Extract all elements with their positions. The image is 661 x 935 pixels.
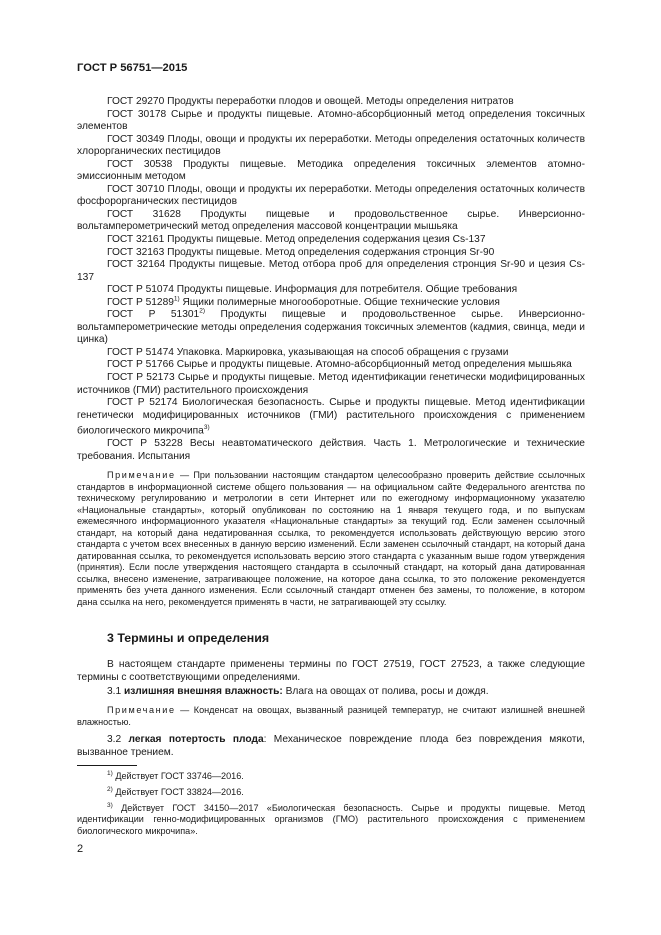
reference-title: Продукты пищевые. Метод определения содержания стронция Sr-90 [167,246,495,258]
reference-code: ГОСТ 31628 [107,208,181,220]
reference-title: Продукты пищевые. Методика определения токсичных элементов атомно-эмиссионным методом [77,158,585,183]
term-3-1 [77,686,585,699]
reference-item [77,297,585,310]
reference-code: ГОСТ Р 51289 [107,296,174,308]
reference-title: Продукты пищевые. Информация для потребителя. Общие требования [176,284,518,296]
reference-item [77,159,585,184]
reference-item [77,259,585,284]
reference-code: ГОСТ Р 51766 [107,359,174,371]
footnote [77,803,585,837]
reference-code: ГОСТ 32161 [107,234,165,246]
footnote-ref: 1) [173,295,180,303]
reference-title: Сырье и продукты пищевые. Атомно-абсорбционный метод определения мышьяка [176,359,572,371]
reference-number [107,372,175,383]
reference-code: ГОСТ Р 51474 [107,346,174,358]
reference-item [77,134,585,159]
page-number: 2 [77,843,84,855]
reference-number [107,247,164,258]
note-label: Примечание [107,470,176,480]
reference-item [77,347,585,360]
term-title: излишняя внешняя влажность: [124,686,283,697]
reference-item [77,438,585,463]
note-text: — При пользовании настоящим стандартом целесообразно проверить действие ссылочных стандартов в информационной системе общего пользования — на официальном сайте Федерального агентства по техническому регулированию и метрологии в сети Интернет или по ежегодному информационному указателю «Национальные стандарты», который опубликован по состоянию на 1 января текущего года, и по выпускам ежемесячного информационного указателя «Национальные стандарты» за текущий год. Если заменен ссылочный стандарт, на который дана недатированная ссылка, то рекомендуется использовать действующую версию этого стандарта с учетом всех внесенных в данную версию изменений. Если заменен ссылочный стандарт, на который дана датированная ссылка, то рекомендуется использовать версию этого стандарта с указанным выше годом утверждения (принятия). Если после утверждения настоящего стандарта в ссылочный стандарт, на который дана датированная ссылка, внесено изменение, затрагивающее положение, на которое дана ссылка, то это положение рекомендуется применять без учета данного изменения. Если ссылочный стандарт отменен без замены, то положение, в котором дана ссылка на него, рекомендуется применять в части, не затрагивающей эту ссылку. [77,470,586,607]
reference-code: ГОСТ 30178 [107,108,167,120]
reference-item [77,372,585,397]
note-term [77,705,585,728]
reference-title: Сырье и продукты пищевые. Метод идентификации генетически модифицированных источников (ГМИ) растительного происхождения [77,372,585,396]
reference-title: Плоды, овощи и продукты их переработки. Методы определения остаточных количеств фосфорорганических пестицидов [77,183,585,208]
reference-number [107,209,181,220]
footnote-text: Действует ГОСТ 33746—2016. [115,771,244,781]
term-definition: : Механическое повреждение плода без повреждения мякоти, вызванное трением. [77,734,585,758]
reference-number [107,234,164,245]
reference-title: Сырье и продукты пищевые. Атомно-абсорбционный метод определения токсичных элементов [77,108,585,133]
reference-item [77,109,585,134]
reference-title: Продукты пищевые и продовольственное сырье. Инверсионно-вольтамперометрический метод определения массовой концентрации мышьяка [77,208,585,233]
reference-number [107,297,180,308]
reference-number [107,284,174,295]
reference-title: Упаковка. Маркировка, указывающая на способ обращения с грузами [176,346,509,358]
footnote-divider [77,765,137,766]
reference-title: Ящики полимерные многооборотные. Общие технические условия [182,296,500,308]
reference-code: ГОСТ 30538 [107,158,173,170]
reference-title: Продукты пищевые. Метод определения содержания цезия Cs-137 [167,234,486,246]
footnote-text: Действует ГОСТ 34150—2017 «Биологическая безопасность. Сырье и продукты пищевые. Метод идентификации генно-модифицированных организмов (ГМО) растительного происхождения с применением биологического микрочипа». [77,803,585,836]
reference-title: Продукты переработки плодов и овощей. Методы определения нитратов [167,96,514,107]
reference-title: Биологическая безопасность. Сырье и продукты пищевые. Метод идентификации генетически модифицированных источников (ГМИ) растительного происхождения с применением биологического микрочипа [77,397,585,437]
note-text: — Конденсат на овощах, вызванный разницей температур, не считают излишней внешней влажностью. [77,705,586,727]
reference-number [107,134,164,145]
reference-code: ГОСТ 30710 [107,183,165,195]
term-title: легкая потертость плода [128,734,264,745]
section-heading: 3 Термины и определения [107,631,270,645]
reference-item [77,309,585,347]
reference-item [77,234,585,247]
term-definition: Влага на овощах от полива, росы и дождя. [285,686,489,697]
footnote-mark: 3) [107,801,113,809]
term-number: 3.2 [107,734,122,745]
reference-number [107,109,166,120]
footnote [77,771,585,782]
reference-number [107,259,165,270]
note-references [77,470,585,608]
reference-item [77,96,585,109]
reference-number [107,438,183,449]
reference-code: ГОСТ 29270 [107,96,165,107]
reference-number [107,184,164,195]
document-header: ГОСТ Р 56751—2015 [77,62,188,74]
footnote-mark: 2) [107,785,113,793]
footnote-ref: 3) [203,424,210,432]
reference-code: ГОСТ 32164 [107,259,166,271]
reference-code: ГОСТ Р 51074 [107,284,174,296]
footnote-text: Действует ГОСТ 33824—2016. [115,787,244,797]
reference-title: Продукты пищевые. Метод отбора проб для определения стронция Sr-90 и цезия Cs-137 [77,259,585,283]
reference-number [107,96,164,107]
footnote [77,787,585,798]
reference-number [107,397,178,408]
reference-item [77,247,585,260]
footnote-ref: 2) [199,307,205,315]
term-number: 3.1 [107,686,122,697]
reference-item [77,209,585,234]
footnote-mark: 1) [107,769,113,777]
section-intro: В настоящем стандарте применены термины по ГОСТ 27519, ГОСТ 27523, а также следующие термины с соответствующими определениями. [77,659,585,683]
reference-code: ГОСТ Р 53228 [107,438,183,450]
reference-item [77,284,585,297]
note-label: Примечание [107,705,176,715]
reference-number [107,159,172,170]
reference-code: ГОСТ Р 52174 [107,397,178,409]
reference-code: ГОСТ 30349 [107,133,165,145]
reference-code: ГОСТ Р 52173 [107,372,175,384]
reference-number [107,359,174,370]
reference-title: Плоды, овощи и продукты их переработки. Методы определения остаточных количеств хлорорганических пестицидов [77,133,585,158]
reference-item [77,184,585,209]
reference-title: Продукты пищевые и продовольственное сырье. Инверсионно-вольтамперометрические методы определения содержания токсичных элементов (кадмия, свинца, меди и цинка) [77,309,585,346]
reference-number [107,347,174,358]
reference-item [77,359,585,372]
reference-item [77,397,585,438]
term-3-2 [77,734,585,759]
reference-number [107,309,205,320]
reference-title: Весы неавтоматического действия. Часть 1. Метрологические и технические требования. Испытания [77,438,585,462]
reference-code: ГОСТ 32163 [107,246,165,258]
reference-code: ГОСТ Р 51301 [107,309,200,321]
normative-references-list [77,96,585,463]
